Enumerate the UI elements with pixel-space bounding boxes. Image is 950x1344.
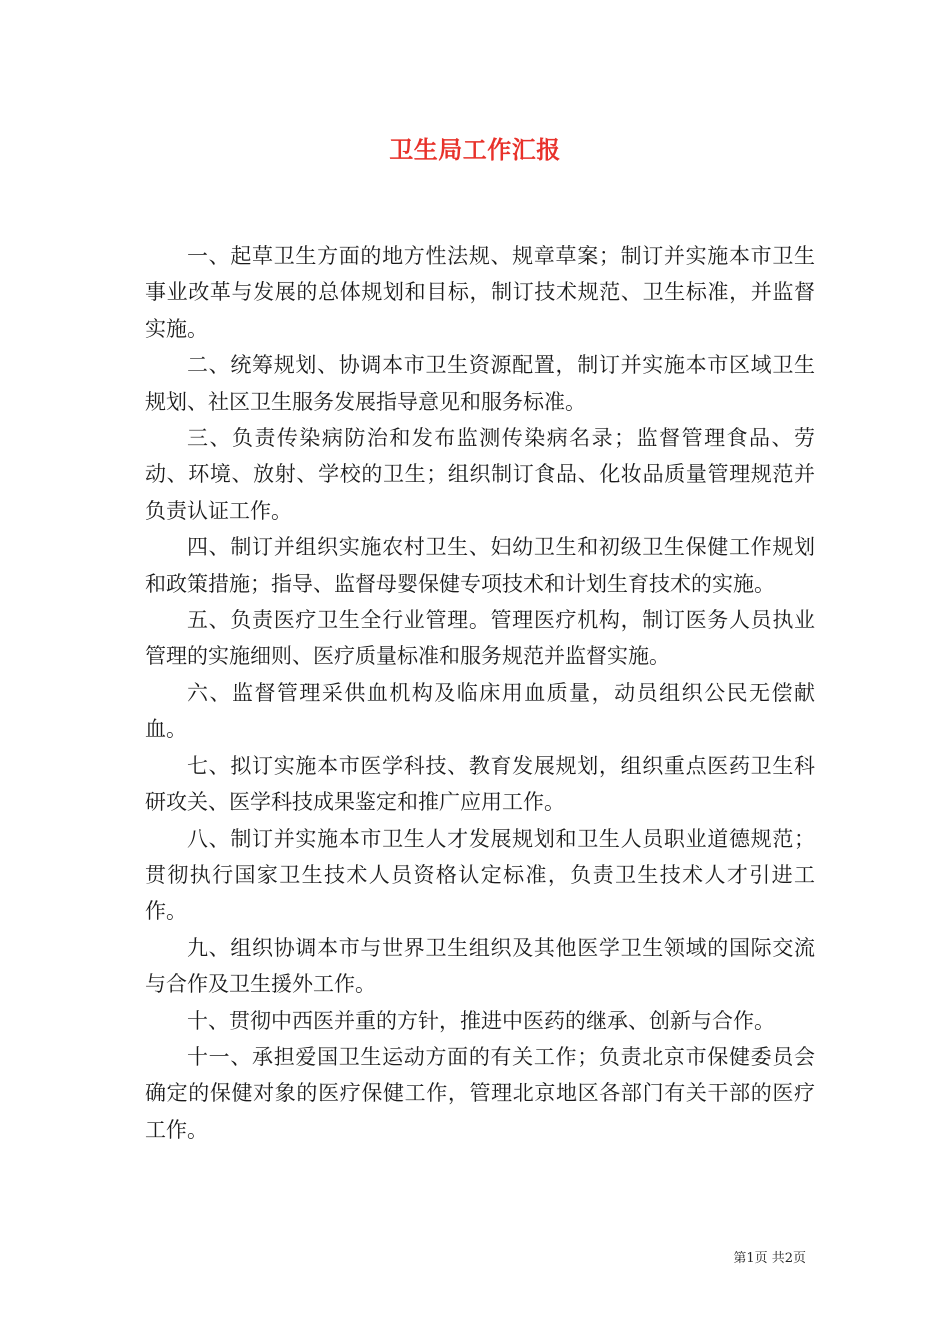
page-number-footer: 第1页 共2页 bbox=[733, 1251, 806, 1266]
paragraph-8: 八、制订并实施本市卫生人才发展规划和卫生人员职业道德规范；贯彻执行国家卫生技术人员资格认定标准，负责卫生技术人才引进工作。 bbox=[145, 826, 815, 924]
paragraph-9: 九、组织协调本市与世界卫生组织及其他医学卫生领域的国际交流与合作及卫生援外工作。 bbox=[145, 935, 815, 997]
document-title: 卫生局工作汇报 bbox=[389, 135, 561, 164]
paragraph-1: 一、起草卫生方面的地方性法规、规章草案；制订并实施本市卫生事业改革与发展的总体规划和目标，制订技术规范、卫生标准，并监督实施。 bbox=[145, 244, 815, 341]
paragraph-3: 三、负责传染病防治和发布监测传染病名录；监督管理食品、劳动、环境、放射、学校的卫生；组织制订食品、化妆品质量管理规范并负责认证工作。 bbox=[145, 426, 815, 523]
paragraph-10: 十、贯彻中西医并重的方针，推进中医药的继承、创新与合作。 bbox=[187, 1008, 775, 1033]
paragraph-5: 五、负责医疗卫生全行业管理。管理医疗机构，制订医务人员执业管理的实施细则、医疗质量标准和服务规范并监督实施。 bbox=[145, 608, 815, 669]
document-body bbox=[145, 238, 815, 1148]
paragraph-2: 二、统筹规划、协调本市卫生资源配置，制订并实施本市区域卫生规划、社区卫生服务发展指导意见和服务标准。 bbox=[145, 353, 815, 414]
paragraph-6: 六、监督管理采供血机构及临床用血质量，动员组织公民无偿献血。 bbox=[145, 680, 815, 742]
paragraph-7: 七、拟订实施本市医学科技、教育发展规划，组织重点医药卫生科研攻关、医学科技成果鉴定和推广应用工作。 bbox=[145, 753, 815, 815]
paragraph-4: 四、制订并组织实施农村卫生、妇幼卫生和初级卫生保健工作规划和政策措施；指导、监督母婴保健专项技术和计划生育技术的实施。 bbox=[145, 535, 815, 596]
paragraph-11: 十一、承担爱国卫生运动方面的有关工作；负责北京市保健委员会确定的保健对象的医疗保健工作，管理北京地区各部门有关干部的医疗工作。 bbox=[145, 1044, 815, 1142]
